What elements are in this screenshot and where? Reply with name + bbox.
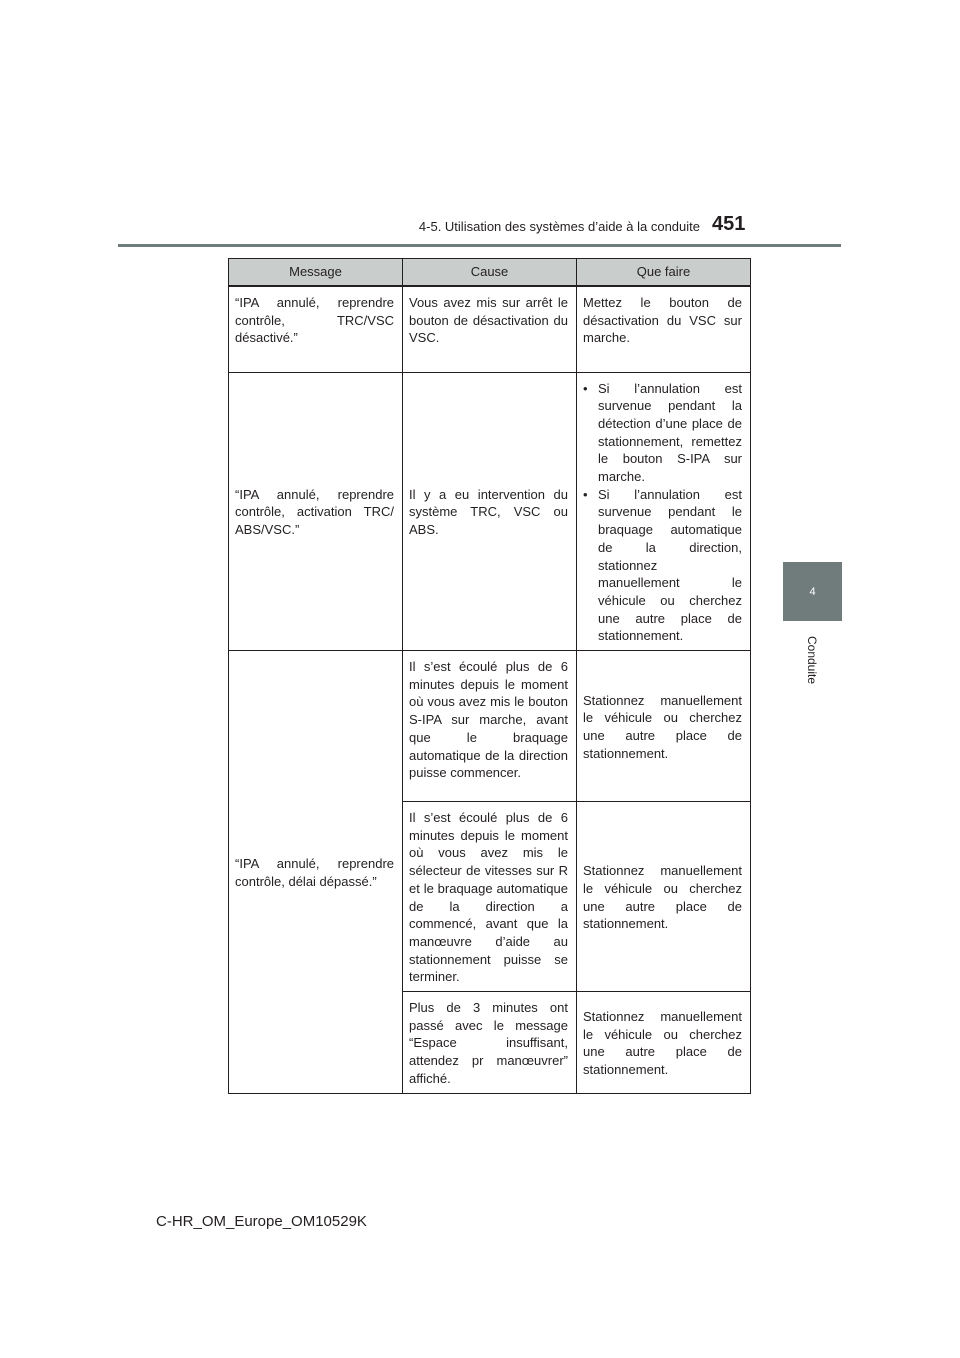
- cause-cell: Plus de 3 minutes ont passé avec le message “Espace insuffisant, attendez pr manœuvrer” affiché.: [403, 992, 577, 1094]
- table-row: [229, 372, 751, 651]
- page-number: 451: [712, 213, 746, 235]
- message-cell: “IPA annulé, reprendre contrôle, TRC/VSC désactivé.”: [229, 286, 403, 372]
- table-header-row: [229, 259, 751, 287]
- section-title: 4-5. Utilisation des systèmes d’aide à la conduite: [418, 219, 700, 234]
- cause-cell: Il s’est écoulé plus de 6 minutes depuis le moment où vous avez mis le sélecteur de vitesses sur R et le braquage automatique de la direction a commencé, avant que la manœuvre d’aide au stationnement puisse se terminer.: [403, 802, 577, 992]
- action-bullet-list: [583, 380, 742, 646]
- document-code: C-HR_OM_Europe_OM10529K: [156, 1213, 367, 1230]
- header-divider: [118, 244, 841, 247]
- action-bullet-item: • Si l’annulation est survenue pendant le braquage automatique de la direction, stationnez manuellement le véhicule ou cherchez une autre place de stationnement.: [583, 486, 742, 645]
- action-cell: [577, 372, 751, 651]
- chapter-tab[interactable]: [783, 562, 842, 621]
- action-cell: Stationnez manuellement le véhicule ou cherchez une autre place de stationnement.: [577, 992, 751, 1094]
- cause-cell: Vous avez mis sur arrêt le bouton de désactivation du VSC.: [403, 286, 577, 372]
- message-cell: “IPA annulé, reprendre contrôle, activation TRC/ ABS/VSC.”: [229, 372, 403, 651]
- column-header-cause: Cause: [403, 259, 577, 287]
- chapter-label: [772, 630, 852, 690]
- messages-table: [228, 258, 751, 1094]
- message-cell: “IPA annulé, reprendre contrôle, délai dépassé.”: [229, 651, 403, 1094]
- action-bullet-item: • Si l’annulation est survenue pendant la détection d’une place de stationnement, remettez le bouton S-IPA sur marche.: [583, 380, 742, 486]
- table-row: [229, 651, 751, 802]
- column-header-action: Que faire: [577, 259, 751, 287]
- action-cell: Stationnez manuellement le véhicule ou cherchez une autre place de stationnement.: [577, 802, 751, 992]
- chapter-number: 4: [809, 585, 816, 598]
- cause-cell: Il y a eu intervention du système TRC, VSC ou ABS.: [403, 372, 577, 651]
- action-cell: Stationnez manuellement le véhicule ou cherchez une autre place de stationnement.: [577, 651, 751, 802]
- chapter-label-text: Conduite: [804, 635, 819, 685]
- cause-cell: Il s’est écoulé plus de 6 minutes depuis le moment où vous avez mis le bouton S-IPA sur marche, avant que le braquage automatique de la direction puisse commencer.: [403, 651, 577, 802]
- table-row: [229, 286, 751, 372]
- action-cell: Mettez le bouton de désactivation du VSC sur marche.: [577, 286, 751, 372]
- column-header-message: Message: [229, 259, 403, 287]
